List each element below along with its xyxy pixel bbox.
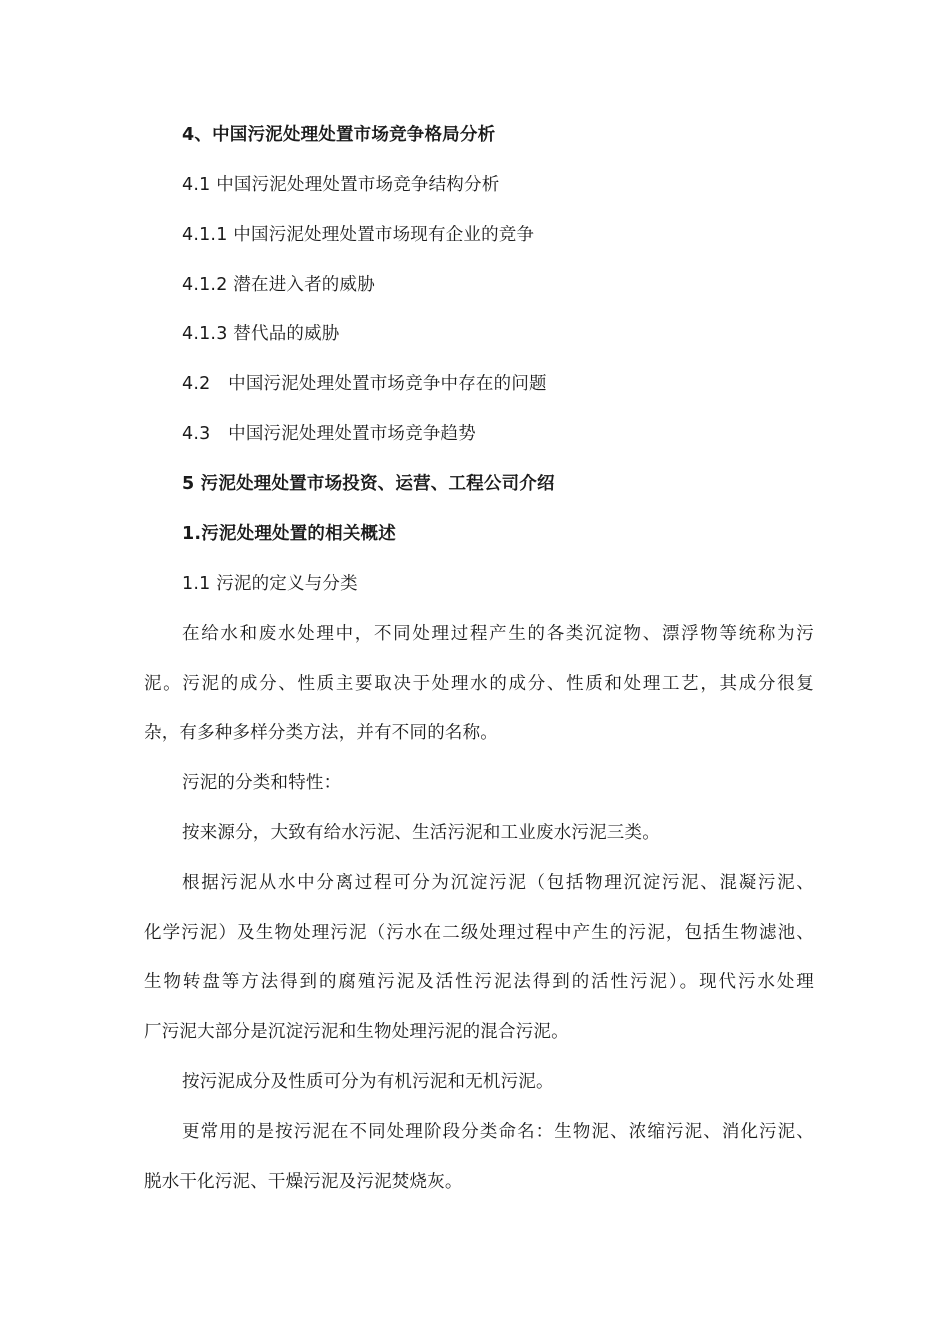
heading-1-1: 1.1 污泥的定义与分类 bbox=[182, 574, 358, 594]
paragraph-1-line-2: 泥。污泥的成分、性质主要取决于处理水的成分、性质和处理工艺，其成分很复 bbox=[144, 674, 814, 694]
heading-4-1-2: 4.1.2 潜在进入者的威胁 bbox=[182, 275, 375, 295]
paragraph-4-line-2: 化学污泥）及生物处理污泥（污水在二级处理过程中产生的污泥，包括生物滤池、 bbox=[144, 923, 814, 943]
paragraph-2: 污泥的分类和特性： bbox=[182, 773, 342, 793]
paragraph-1-line-3: 杂，有多种多样分类方法，并有不同的名称。 bbox=[144, 723, 498, 743]
heading-4-1: 4.1 中国污泥处理处置市场竞争结构分析 bbox=[182, 175, 500, 195]
heading-4-1-3: 4.1.3 替代品的威胁 bbox=[182, 324, 340, 344]
paragraph-6-line-1: 更常用的是按污泥在不同处理阶段分类命名：生物泥、浓缩污泥、消化污泥、 bbox=[182, 1122, 814, 1142]
heading-section-1: 1.污泥处理处置的相关概述 bbox=[182, 524, 396, 544]
heading-4-2: 4.2 中国污泥处理处置市场竞争中存在的问题 bbox=[182, 374, 547, 394]
heading-section-5: 5 污泥处理处置市场投资、运营、工程公司介绍 bbox=[182, 474, 555, 494]
paragraph-3: 按来源分，大致有给水污泥、生活污泥和工业废水污泥三类。 bbox=[182, 823, 660, 843]
paragraph-1-line-1: 在给水和废水处理中，不同处理过程产生的各类沉淀物、漂浮物等统称为污 bbox=[182, 624, 814, 644]
paragraph-4-line-4: 厂污泥大部分是沉淀污泥和生物处理污泥的混合污泥。 bbox=[144, 1022, 569, 1042]
heading-4-1-1: 4.1.1 中国污泥处理处置市场现有企业的竞争 bbox=[182, 225, 535, 245]
paragraph-6-line-2: 脱水干化污泥、干燥污泥及污泥焚烧灰。 bbox=[144, 1172, 463, 1192]
heading-4-3: 4.3 中国污泥处理处置市场竞争趋势 bbox=[182, 424, 476, 444]
paragraph-4-line-1: 根据污泥从水中分离过程可分为沉淀污泥（包括物理沉淀污泥、混凝污泥、 bbox=[182, 873, 814, 893]
heading-section-4: 4、中国污泥处理处置市场竞争格局分析 bbox=[182, 125, 496, 145]
paragraph-5: 按污泥成分及性质可分为有机污泥和无机污泥。 bbox=[182, 1072, 554, 1092]
paragraph-4-line-3: 生物转盘等方法得到的腐殖污泥及活性污泥法得到的活性污泥）。现代污水处理 bbox=[144, 972, 814, 992]
